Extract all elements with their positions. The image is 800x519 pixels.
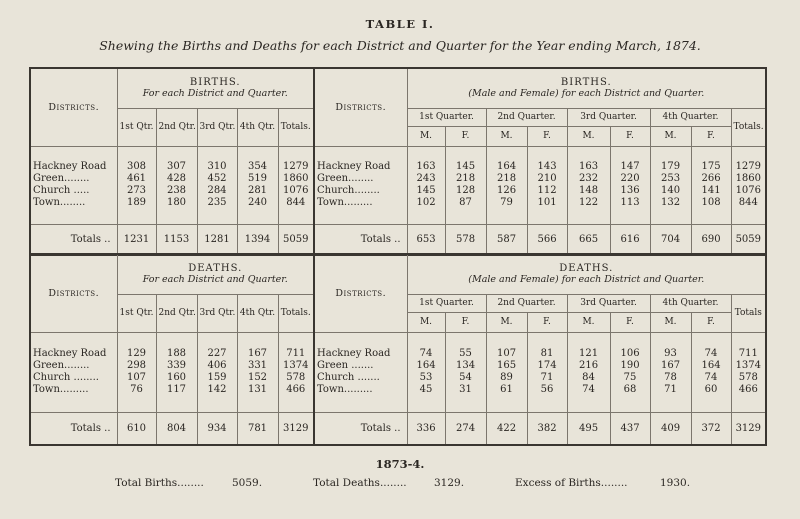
- cell-value: 243: [416, 173, 436, 184]
- districts-header: Districts.: [30, 68, 117, 146]
- table-cell: 690: [691, 224, 731, 255]
- table-cell: [567, 332, 610, 412]
- table-cell: [407, 332, 445, 412]
- cell-value: 60: [704, 384, 718, 395]
- cell-value: 844: [738, 197, 758, 208]
- cell-value: 53: [419, 372, 433, 383]
- cell-value: 284: [207, 185, 227, 196]
- cell-value: 253: [660, 173, 681, 184]
- table-cell: 804: [156, 412, 197, 445]
- cell-value: 106: [620, 348, 640, 359]
- cell-value: 147: [620, 161, 640, 172]
- cell-value: 78: [664, 372, 677, 383]
- cell-value: 466: [738, 384, 758, 395]
- table-cell: 1153: [156, 224, 197, 255]
- cell-value: 1076: [735, 185, 762, 196]
- table-cell: 437: [610, 412, 650, 445]
- table-cell: 372: [691, 412, 731, 445]
- cell-value: 1374: [283, 360, 309, 371]
- totals-header-right: Totals: [731, 294, 766, 332]
- table-cell: 781: [237, 412, 278, 445]
- cell-value: 74: [582, 384, 595, 395]
- cell-value: 122: [578, 197, 599, 208]
- deaths-left-sub: For each District and Quarter.: [142, 274, 288, 286]
- cell-value: 190: [620, 360, 640, 371]
- quarter-1-header: 1st Quarter.: [407, 108, 486, 126]
- m-header: M.: [650, 312, 691, 332]
- table-cell: [117, 332, 156, 412]
- m-header: M.: [486, 312, 527, 332]
- cell-value: 145: [455, 161, 476, 172]
- cell-value: 844: [286, 197, 306, 208]
- cell-value: 578: [738, 372, 758, 383]
- cell-value: 81: [540, 348, 554, 359]
- cell-value: 74: [419, 348, 433, 359]
- cell-value: 152: [247, 372, 268, 383]
- m-header: M.: [407, 312, 445, 332]
- table-cell: [650, 332, 691, 412]
- table-cell: 566: [527, 224, 567, 255]
- cell-value: 167: [660, 360, 681, 371]
- table-cell: 336: [407, 412, 445, 445]
- births-left-title: BIRTHS.: [189, 77, 241, 89]
- cell-value: 216: [578, 360, 599, 371]
- cell-value: 74: [704, 348, 718, 359]
- cell-value: 136: [620, 185, 640, 196]
- cell-value: 84: [582, 372, 595, 383]
- cell-value: 148: [578, 185, 599, 196]
- table-cell: 495: [567, 412, 610, 445]
- table-cell: 382: [527, 412, 567, 445]
- f-header: F.: [445, 312, 486, 332]
- cell-value: 218: [496, 173, 517, 184]
- cell-value: 121: [578, 348, 599, 359]
- cell-value: Green........: [33, 360, 90, 371]
- cell-value: 235: [207, 197, 227, 208]
- cell-value: 238: [166, 185, 187, 196]
- deaths-right-heading: [407, 254, 766, 294]
- births-col-q2: [156, 146, 197, 224]
- table-cell: [650, 146, 691, 224]
- deaths-left-title: DEATHS.: [188, 263, 243, 275]
- excess-births-label: Excess of Births........: [515, 477, 628, 489]
- births-col-total: [278, 146, 314, 224]
- cell-value: 188: [166, 348, 187, 359]
- cell-value: 163: [578, 161, 599, 172]
- cell-value: 273: [126, 185, 147, 196]
- cell-value: Church ........: [33, 372, 99, 383]
- table-cell: [610, 332, 650, 412]
- cell-value: Town.........: [317, 197, 373, 208]
- cell-value: 175: [701, 161, 721, 172]
- cell-value: 140: [660, 185, 681, 196]
- cell-value: 131: [247, 384, 268, 395]
- cell-value: 339: [166, 360, 187, 371]
- cell-value: 1279: [735, 161, 762, 172]
- cell-value: 164: [496, 161, 517, 172]
- cell-value: 1860: [735, 173, 762, 184]
- quarter-3-header: 3rd Quarter.: [567, 294, 650, 312]
- cell-value: Hackney Road: [33, 348, 107, 359]
- cell-value: 101: [537, 197, 557, 208]
- qtr-1: 1st Qtr.: [117, 108, 156, 146]
- district-names-right: [314, 332, 407, 412]
- m-header: M.: [567, 312, 610, 332]
- district-names-right: [314, 146, 407, 224]
- total-deaths-value: 3129.: [434, 477, 465, 489]
- quarter-2-header: 2nd Quarter.: [486, 108, 567, 126]
- district-names: [30, 146, 117, 224]
- cell-value: 117: [166, 384, 187, 395]
- deaths-table: [29, 253, 767, 446]
- cell-value: 1279: [283, 161, 309, 172]
- cell-value: 75: [623, 372, 637, 383]
- cell-value: 54: [459, 372, 472, 383]
- cell-value: 1076: [283, 185, 309, 196]
- cell-value: 220: [620, 173, 640, 184]
- district-names: [30, 332, 117, 412]
- cell-value: 71: [664, 384, 677, 395]
- total-births-value: 5059.: [232, 477, 263, 489]
- cell-value: 164: [416, 360, 436, 371]
- table-cell: 610: [117, 412, 156, 445]
- table-cell: 1394: [237, 224, 278, 255]
- births-left-heading: [117, 68, 314, 108]
- cell-value: Green........: [317, 173, 374, 184]
- cell-value: Hackney Road: [317, 161, 391, 172]
- births-col-q1: [117, 146, 156, 224]
- cell-value: 1860: [283, 173, 309, 184]
- table-cell: 3129: [278, 412, 314, 445]
- cell-value: 159: [207, 372, 227, 383]
- cell-value: 160: [166, 372, 187, 383]
- table-cell: 409: [650, 412, 691, 445]
- totals-header-right: Totals.: [731, 108, 766, 146]
- table-cell: [445, 332, 486, 412]
- cell-value: 126: [496, 185, 517, 196]
- table-cell: [691, 332, 731, 412]
- cell-value: 108: [701, 197, 721, 208]
- totals-header: Totals.: [278, 294, 314, 332]
- qtr-2: 2nd Qtr.: [156, 294, 197, 332]
- table-cell: 587: [486, 224, 527, 255]
- cell-value: Town.........: [33, 384, 89, 395]
- cell-value: 141: [701, 185, 721, 196]
- f-header: F.: [610, 312, 650, 332]
- cell-value: Town.........: [317, 384, 373, 395]
- cell-value: 89: [500, 372, 513, 383]
- m-header: M.: [567, 126, 610, 146]
- districts-header-right: Districts.: [314, 68, 407, 146]
- deaths-data-row: [30, 332, 766, 412]
- cell-value: 452: [207, 173, 227, 184]
- table-cell: 274: [445, 412, 486, 445]
- quarter-2-header: 2nd Quarter.: [486, 294, 567, 312]
- table-cell: [486, 332, 527, 412]
- qtr-3: 3rd Qtr.: [197, 108, 237, 146]
- cell-value: 68: [623, 384, 637, 395]
- table-cell: [278, 332, 314, 412]
- cell-value: 113: [620, 197, 640, 208]
- cell-value: 134: [455, 360, 476, 371]
- cell-value: 406: [207, 360, 227, 371]
- cell-value: 310: [207, 161, 227, 172]
- cell-value: 281: [247, 185, 268, 196]
- cell-value: 167: [247, 348, 268, 359]
- table-cell: 5059: [278, 224, 314, 255]
- cell-value: 56: [540, 384, 554, 395]
- table-cell: 704: [650, 224, 691, 255]
- cell-value: 107: [126, 372, 147, 383]
- table-cell: 3129: [731, 412, 766, 445]
- table-cell: 1231: [117, 224, 156, 255]
- cell-value: Church .....: [33, 185, 90, 196]
- cell-value: 31: [459, 384, 472, 395]
- qtr-2: 2nd Qtr.: [156, 108, 197, 146]
- cell-value: 71: [540, 372, 554, 383]
- cell-value: 61: [500, 384, 513, 395]
- totals-row-label: Totals ..: [30, 412, 117, 445]
- cell-value: 45: [419, 384, 433, 395]
- table-cell: [731, 332, 766, 412]
- cell-value: 142: [207, 384, 227, 395]
- cell-value: Hackney Road: [33, 161, 107, 172]
- totals-row-label-right: Totals ..: [314, 224, 407, 255]
- table-cell: [445, 146, 486, 224]
- cell-value: 227: [207, 348, 227, 359]
- table-cell: 616: [610, 224, 650, 255]
- cell-value: 428: [166, 173, 187, 184]
- totals-header: Totals.: [278, 108, 314, 146]
- cell-value: 174: [537, 360, 557, 371]
- births-data-row: [30, 146, 766, 224]
- qtr-4: 4th Qtr.: [237, 108, 278, 146]
- table-cell: 578: [445, 224, 486, 255]
- f-header: F.: [527, 126, 567, 146]
- cell-value: 218: [455, 173, 476, 184]
- cell-value: Hackney Road: [317, 348, 391, 359]
- cell-value: 232: [578, 173, 599, 184]
- cell-value: 711: [286, 348, 306, 359]
- cell-value: 308: [126, 161, 147, 172]
- table-cell: 422: [486, 412, 527, 445]
- cell-value: 128: [455, 185, 476, 196]
- cell-value: 1374: [735, 360, 762, 371]
- quarter-4-header: 4th Quarter.: [650, 108, 731, 126]
- table-cell: [610, 146, 650, 224]
- cell-value: 164: [701, 360, 721, 371]
- table-cell: [156, 332, 197, 412]
- quarter-1-header: 1st Quarter.: [407, 294, 486, 312]
- f-header: F.: [691, 126, 731, 146]
- cell-value: Green........: [33, 173, 90, 184]
- table-cell: [567, 146, 610, 224]
- cell-value: 87: [459, 197, 472, 208]
- cell-value: 74: [704, 372, 718, 383]
- table-cell: 665: [567, 224, 610, 255]
- table-cell: [691, 146, 731, 224]
- cell-value: 240: [247, 197, 268, 208]
- cell-value: 55: [459, 348, 472, 359]
- table-cell: [407, 146, 445, 224]
- table-cell: 934: [197, 412, 237, 445]
- cell-value: 266: [701, 173, 721, 184]
- cell-value: 79: [500, 197, 513, 208]
- cell-value: 179: [660, 161, 681, 172]
- deaths-left-heading: [117, 254, 314, 294]
- births-right-title: BIRTHS.: [560, 77, 612, 89]
- districts-header: Districts.: [30, 254, 117, 332]
- table-cell: [197, 332, 237, 412]
- births-table: [29, 67, 767, 256]
- cell-value: 298: [126, 360, 147, 371]
- table-cell: [237, 332, 278, 412]
- m-header: M.: [650, 126, 691, 146]
- cell-value: 210: [537, 173, 557, 184]
- births-col-q3: [197, 146, 237, 224]
- cell-value: 112: [537, 185, 557, 196]
- table-cell: [731, 146, 766, 224]
- total-births-label: Total Births........: [115, 477, 204, 489]
- births-totals-row: [30, 224, 766, 255]
- cell-value: 519: [247, 173, 268, 184]
- districts-header-right: Districts.: [314, 254, 407, 332]
- deaths-totals-row: [30, 412, 766, 445]
- cell-value: 93: [664, 348, 677, 359]
- deaths-right-title: DEATHS.: [559, 263, 614, 275]
- totals-row-label-right: Totals ..: [314, 412, 407, 445]
- cell-value: 145: [416, 185, 436, 196]
- totals-row-label: Totals ..: [30, 224, 117, 255]
- cell-value: 132: [660, 197, 681, 208]
- table-cell: 653: [407, 224, 445, 255]
- cell-value: 307: [166, 161, 187, 172]
- table-title: TABLE I.: [365, 17, 435, 31]
- cell-value: 461: [126, 173, 147, 184]
- cell-value: Church........: [317, 185, 380, 196]
- f-header: F.: [527, 312, 567, 332]
- births-left-sub: For each District and Quarter.: [142, 88, 288, 100]
- table-cell: [486, 146, 527, 224]
- births-col-q4: [237, 146, 278, 224]
- cell-value: 143: [537, 161, 557, 172]
- table-subtitle: Shewing the Births and Deaths for each District and Quarter for the Year ending March, 1874.: [99, 38, 701, 53]
- qtr-3: 3rd Qtr.: [197, 294, 237, 332]
- cell-value: 711: [738, 348, 758, 359]
- qtr-1: 1st Qtr.: [117, 294, 156, 332]
- cell-value: 129: [126, 348, 147, 359]
- cell-value: 102: [416, 197, 436, 208]
- cell-value: Church .......: [317, 372, 380, 383]
- births-right-sub: (Male and Female) for each District and Quarter.: [468, 88, 705, 100]
- f-header: F.: [610, 126, 650, 146]
- births-right-heading: [407, 68, 766, 108]
- cell-value: 180: [166, 197, 187, 208]
- cell-value: 578: [286, 372, 306, 383]
- table-cell: [527, 146, 567, 224]
- table-cell: 1281: [197, 224, 237, 255]
- total-deaths-label: Total Deaths........: [313, 477, 407, 489]
- f-header: F.: [445, 126, 486, 146]
- excess-births-value: 1930.: [660, 477, 691, 489]
- cell-value: 466: [286, 384, 306, 395]
- m-header: M.: [486, 126, 527, 146]
- cell-value: 163: [416, 161, 436, 172]
- table-cell: [527, 332, 567, 412]
- cell-value: 189: [126, 197, 147, 208]
- f-header: F.: [691, 312, 731, 332]
- cell-value: 354: [247, 161, 268, 172]
- cell-value: 76: [130, 384, 143, 395]
- quarter-3-header: 3rd Quarter.: [567, 108, 650, 126]
- year-heading: 1873-4.: [375, 457, 425, 471]
- cell-value: 331: [247, 360, 268, 371]
- cell-value: Town........: [33, 197, 86, 208]
- qtr-4: 4th Qtr.: [237, 294, 278, 332]
- cell-value: 107: [496, 348, 517, 359]
- cell-value: Green .......: [317, 360, 374, 371]
- deaths-right-sub: (Male and Female) for each District and Quarter.: [468, 274, 705, 286]
- cell-value: 165: [496, 360, 517, 371]
- m-header: M.: [407, 126, 445, 146]
- quarter-4-header: 4th Quarter.: [650, 294, 731, 312]
- table-cell: 5059: [731, 224, 766, 255]
